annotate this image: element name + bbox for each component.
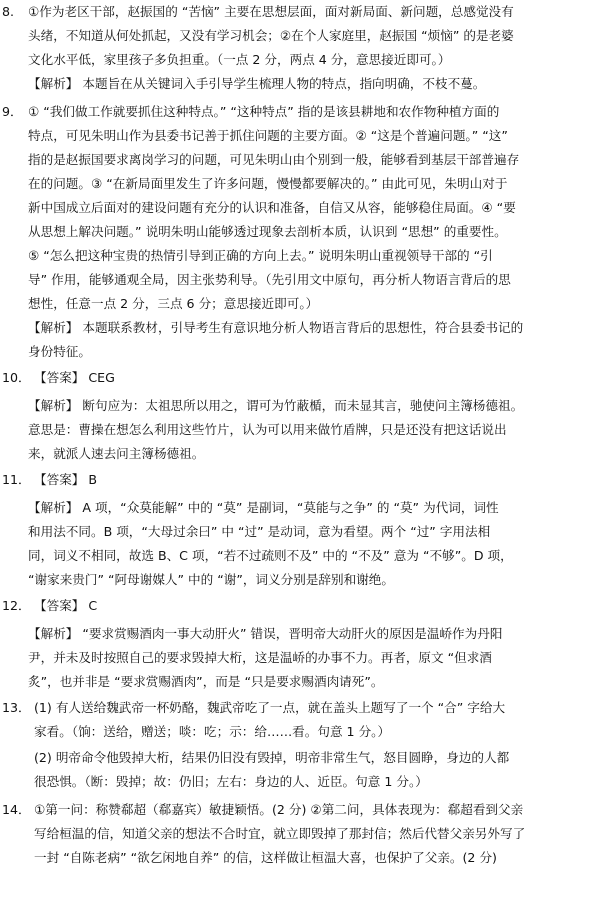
item-8-line-3: 文化水平低，家里孩子多负担重。（一点 2 分，两点 4 分，意思接近即可。） (28, 52, 451, 67)
item-14-line-3: 一封 “自陈老病” “欲乞闲地自养” 的信，这样做让桓温大喜，也保护了父亲。(2 分) (34, 850, 497, 865)
item-10-answer: 【答案】 CEG (34, 370, 115, 385)
item-9-line-6: 从思想上解决问题。” 说明朱明山能够透过现象去剖析本质，认识到 “思想” 的重要性。 (28, 224, 507, 239)
item-9-line-4: 在的问题。③ “在新局面里发生了许多问题，慢慢都要解决的。” 由此可见，朱明山对于 (28, 176, 508, 191)
item-9-line-1: ① “我们做工作就要抓住这种特点。” “这种特点” 指的是该县耕地和农作物种植方面的 (28, 104, 500, 119)
item-9-number: 9． (2, 104, 23, 119)
item-10-number: 10． (2, 370, 31, 385)
item-9-line-2: 特点，可见朱明山作为县委书记善于抓住问题的主要方面。② “这是个普遍问题。” “这” (28, 128, 508, 143)
item-14-line-1: ①第一问：称赞郗超（郗嘉宾）敏捷颖悟。(2 分) ②第二问，具体表现为：郗超看到父亲 (34, 802, 524, 817)
item-8-line-2: 头绪，不知道从何处抓起，又没有学习机会；②在个人家庭里，赵振国 “烦恼” 的是老婆 (28, 28, 514, 43)
item-13-part-1-cont: 家看。（饷：送给，赠送；啖：吃；示：给……看。句意 1 分。） (34, 724, 391, 739)
item-11-answer: 【答案】 B (34, 472, 98, 487)
item-12-line-3: 尹，并未及时按照自己的要求毁掉大桁，这是温峤的办事不力。再者，原文 “但求酒 (28, 650, 492, 665)
item-11-line-5: “谢家来贵门” “阿母谢媒人” 中的 “谢”，词义分别是辞别和谢绝。 (28, 572, 394, 587)
item-10-line-4: 来，就派人速去问主簿杨德祖。 (28, 446, 205, 461)
item-9-line-9: 想性，任意一点 2 分，三点 6 分；意思接近即可。） (28, 296, 319, 311)
item-9-line-5: 新中国成立后面对的建设问题有充分的认识和准备，自信又从容，能够稳住局面。④ “要 (28, 200, 516, 215)
item-14-number: 14． (2, 802, 31, 817)
item-14-line-2: 写给桓温的信，知道父亲的想法不合时宜，就立即毁掉了那封信；然后代替父亲另外写了 (34, 826, 526, 841)
item-13-part-2-cont: 很恐惧。（断：毁掉；故：仍旧；左右：身边的人、近臣。句意 1 分。） (34, 774, 428, 789)
item-8-number: 8. (2, 4, 15, 19)
item-11-line-4: 同，词义不相同，故选 B、C 项，“若不过疏则不及” 中的 “不及” 意为 “不够”。D 项， (28, 548, 513, 563)
item-13-part-1: (1) 有人送给魏武帝一杯奶酪，魏武帝吃了一点，就在盖头上题写了一个 “合” 字给大 (34, 700, 506, 715)
item-12-line-4: 炙”，也并非是 “要求赏赐酒肉”，而是 “只是要求赐酒肉请死”。 (28, 674, 384, 689)
item-11-line-3: 和用法不同。B 项，“大母过余曰” 中 “过” 是动词，意为看望。两个 “过” 字用法相 (28, 524, 491, 539)
item-11-analysis: 【解析】 A 项，“众莫能解” 中的 “莫” 是副词，“莫能与之争” 的 “莫” 为代词，词性 (28, 500, 499, 515)
item-10-line-3: 意思是：曹操在想怎么利用这些竹片，认为可以用来做竹盾牌，只是还没有把这话说出 (28, 422, 507, 437)
item-13-number: 13． (2, 700, 31, 715)
item-13-part-2: (2) 明帝命令他毁掉大桁，结果仍旧没有毁掉，明帝非常生气，怒目圆睁，身边的人都 (34, 750, 510, 765)
item-10-analysis: 【解析】 断句应为：太祖思所以用之，谓可为竹蔽楯，而未显其言，驰使问主簿杨德祖。 (28, 398, 524, 413)
item-12-number: 12． (2, 598, 31, 613)
item-8-line-1: ①作为老区干部，赵振国的 “苦恼” 主要在思想层面，面对新局面、新问题，总感觉没有 (28, 4, 514, 19)
item-9-line-8: 导” 作用，能够通观全局，因主张势利导。（先引用文中原句，再分析人物语言背后的思 (28, 272, 511, 287)
item-12-answer: 【答案】 C (34, 598, 98, 613)
item-9-line-7: ⑤ “怎么把这种宝贵的热情引导到正确的方向上去。” 说明朱明山重视领导干部的 “引 (28, 248, 493, 263)
item-11-number: 11． (2, 472, 31, 487)
item-9-analysis: 【解析】 本题联系教材，引导考生有意识地分析人物语言背后的思想性，符合县委书记的 (28, 320, 524, 335)
item-9-line-3: 指的是赵振国要求离岗学习的问题，可见朱明山由个别到一般，能够看到基层干部普遍存 (28, 152, 520, 167)
item-12-analysis: 【解析】 “要求赏赐酒肉一事大动肝火” 错误，晋明帝大动肝火的原因是温峤作为丹阳 (28, 626, 503, 641)
item-9-analysis-cont: 身份特征。 (28, 344, 91, 359)
item-8-analysis: 【解析】 本题旨在从关键词入手引导学生梳理人物的特点，指向明确，不枝不蔓。 (28, 76, 486, 91)
